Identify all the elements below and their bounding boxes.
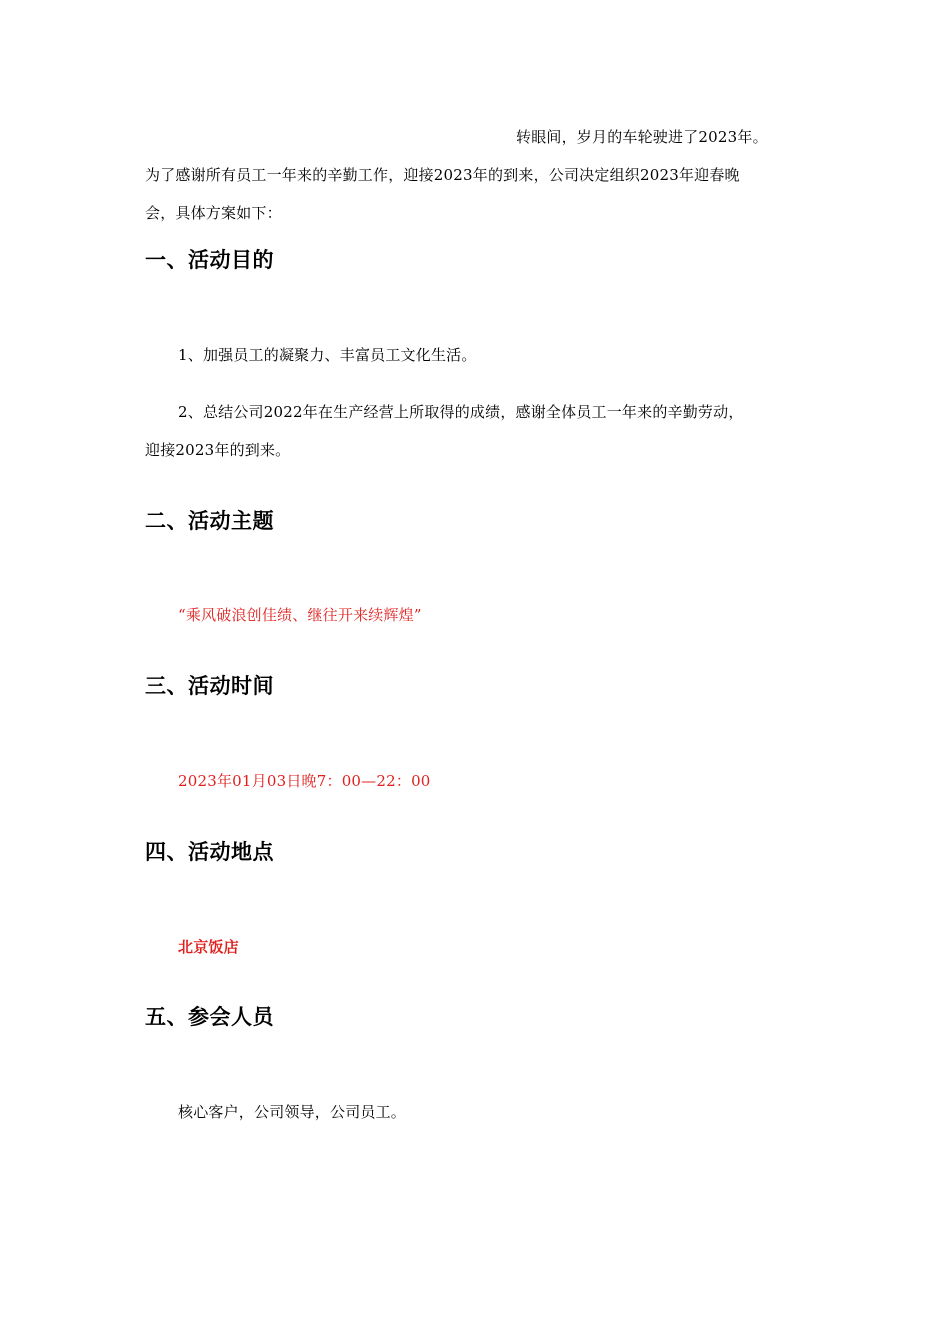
section-heading-attendees: 五、参会人员 <box>145 1005 274 1029</box>
section-heading-theme: 二、活动主题 <box>145 509 274 533</box>
section-heading-location: 四、活动地点 <box>145 840 274 864</box>
event-time: 2023年01月03日晚7：00—22：00 <box>178 772 431 790</box>
attendees-list: 核心客户，公司领导，公司员工。 <box>178 1103 407 1121</box>
intro-line-1: 转眼间，岁月的车轮驶进了2023年。 <box>516 128 768 146</box>
purpose-item-1: 1、加强员工的凝聚力、丰富员工文化生活。 <box>178 346 477 364</box>
intro-line-3: 会，具体方案如下： <box>145 204 282 222</box>
purpose-item-2-continued: 迎接2023年的到来。 <box>145 441 291 459</box>
section-heading-time: 三、活动时间 <box>145 674 274 698</box>
event-location: 北京饭店 <box>178 938 239 956</box>
purpose-item-2: 2、总结公司2022年在生产经营上所取得的成绩，感谢全体员工一年来的辛勤劳动， <box>178 403 744 421</box>
intro-line-2: 为了感谢所有员工一年来的辛勤工作，迎接2023年的到来，公司决定组织2023年迎春晚 <box>145 166 740 184</box>
theme-slogan: “乘风破浪创佳绩、继往开来续辉煌” <box>178 606 422 624</box>
section-heading-purpose: 一、活动目的 <box>145 248 274 272</box>
